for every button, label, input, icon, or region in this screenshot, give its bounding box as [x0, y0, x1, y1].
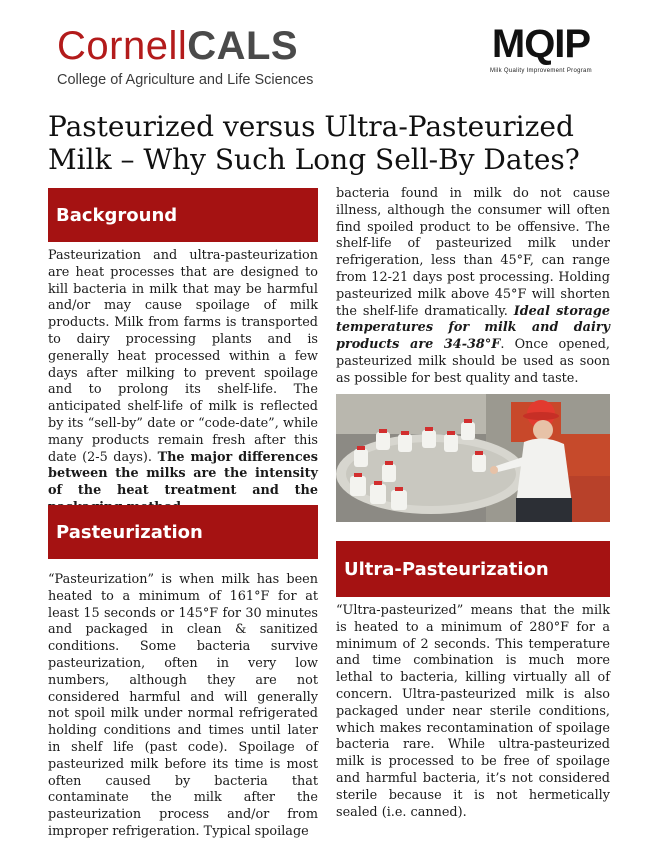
- pasteurization-heading-label: Pasteurization: [56, 521, 203, 543]
- pasteurization-heading: [48, 505, 318, 559]
- continued-paragraph: [336, 186, 610, 388]
- cals-word: CALS: [187, 24, 299, 68]
- continued-text-end: . Once opened, pasteurized milk should be used as soon as possible for best quality and taste.: [336, 337, 610, 386]
- ultra-text: “Ultra-pasteurized” means that the milk is heated to a minimum of 280°F for a minimum of 2 seconds. This temperature and time combination is much more lethal to bacteria, killing virtually all of concern. Ultra-pasteurized milk is also packaged under near sterile conditions, which makes recontamination of spoilage bacteria rare. While ultra-pasteurized milk is processed to be free of spoilage and harmful bacteria, it’s not considered sterile because it is not hermetically sealed (i.e. canned).: [336, 603, 610, 820]
- mqip-wordmark: MQIP: [491, 22, 591, 66]
- background-heading-label: Background: [56, 204, 178, 226]
- storage-temperature-emphasis: Ideal storage temperatures for milk and dairy products are 34-38°F: [336, 303, 610, 353]
- mqip-logo: [476, 24, 606, 74]
- title-line-1: Pasteurized versus Ultra-Pasteurized: [48, 110, 574, 143]
- page-title: [48, 110, 608, 176]
- mqip-subtitle: Milk Quality Improvement Program: [490, 68, 592, 74]
- college-subtitle: College of Agriculture and Life Sciences: [57, 72, 314, 88]
- continued-text: bacteria found in milk do not cause illness, although the consumer will often find spoiled product to be offensive. The shelf-life of pasteurized milk under refrigeration, less than 45°F, can range from 12-21 days post processing. Holding pasteurized milk above 45°F will shorten the shelf-life dramatically.: [336, 186, 610, 319]
- pasteurization-paragraph: [48, 572, 318, 841]
- background-emphasis: The major differences between the milks are the intensity of the heat treatment and the: [48, 449, 319, 499]
- cornell-word: Cornell: [57, 24, 188, 68]
- ultra-heading-label: Ultra-Pasteurization: [344, 558, 549, 580]
- cornell-cals-logo: [57, 26, 313, 88]
- milk-processing-photo: [336, 394, 610, 522]
- cornell-cals-wordmark: [57, 26, 313, 66]
- ultra-pasteurization-paragraph: [336, 603, 610, 821]
- pasteurization-text: “Pasteurization” is when milk has been heated to a minimum of 161°F for at least 15 seconds or 145°F for 30 minutes and packaged in clean & sanitized conditions. Some bacteria survive pasteurization, often in very low numbers, although they are not considered harmful and will generally not spoil milk under normal refrigerated holding conditions and times until later in shelf life (past code). Spoilage of pasteurized milk before its time is most often caused by bacteria that contaminate the milk after the pasteurization process and/or from improper refrigeration. Typical spoilage: [48, 572, 318, 839]
- ultra-pasteurization-heading: [336, 541, 610, 597]
- title-line-2: Milk – Why Such Long Sell-By Dates?: [48, 143, 580, 176]
- background-heading: [48, 188, 318, 242]
- milk-processing-illustration: [336, 394, 610, 522]
- background-text: Pasteurization and ultra-pasteurization are heat processes that are designed to kill bacteria in milk that may be harmful and/or may cause spoilage of milk products. Milk from farms is transported to dairy processing plants and is generally heat processed within a few days after milking to prevent spoilage and to prolong its shelf-life. The anticipated shelf-life of milk is reflected by its “sell-by” date or “code-date”, while many products remain fresh after this date (2-5 days).: [48, 248, 318, 465]
- background-paragraph: [48, 248, 318, 517]
